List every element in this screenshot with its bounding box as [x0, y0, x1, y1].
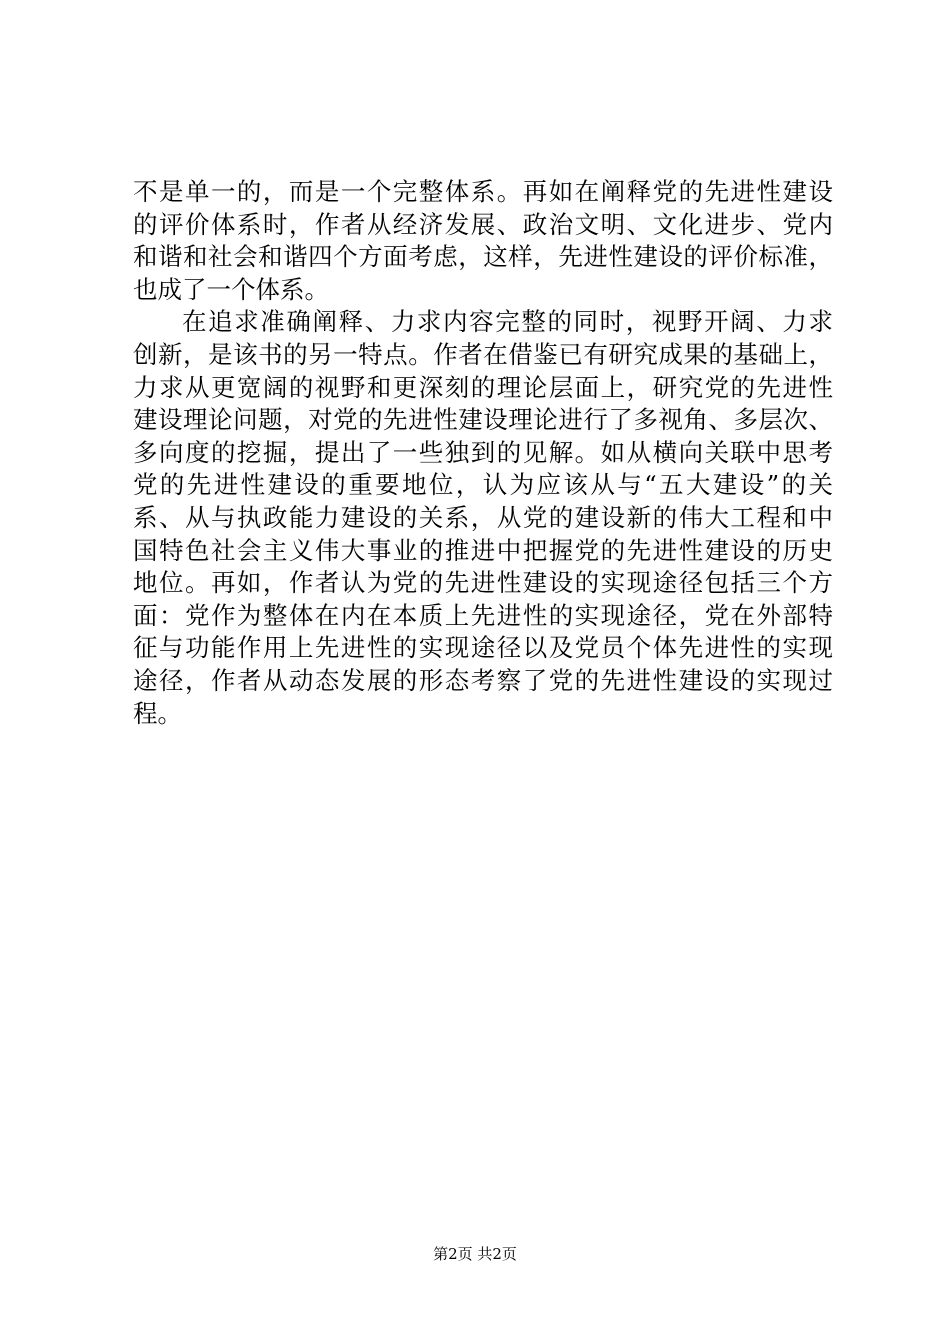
paragraph-2-line-10: 面：党作为整体在内在本质上先进性的实现途径，党在外部特	[133, 600, 833, 630]
document-body	[133, 176, 833, 730]
paragraph-2-line-8: 国特色社会主义伟大事业的推进中把握党的先进性建设的历史	[133, 535, 833, 565]
paragraph-1-line-4: 也成了一个体系。	[133, 274, 329, 304]
paragraph-2-line-12: 途径，作者从动态发展的形态考察了党的先进性建设的实现过	[133, 665, 833, 695]
paragraph-2-line-5: 多向度的挖掘，提出了一些独到的见解。如从横向关联中思考	[133, 437, 833, 467]
paragraph-2-line-1: 在追求准确阐释、力求内容完整的同时，视野开阔、力求	[182, 307, 833, 337]
paragraph-2-line-2: 创新，是该书的另一特点。作者在借鉴已有研究成果的基础上，	[133, 339, 833, 369]
paragraph-2-line-9: 地位。再如，作者认为党的先进性建设的实现途径包括三个方	[133, 568, 833, 598]
paragraph-2-line-6: 党的先进性建设的重要地位，认为应该从与“五大建设”的关	[133, 470, 833, 500]
page-number-footer: 第2页 共2页	[433, 1245, 517, 1263]
paragraph-2-line-11: 征与功能作用上先进性的实现途径以及党员个体先进性的实现	[133, 633, 833, 663]
paragraph-1-line-1: 不是单一的，而是一个完整体系。再如在阐释党的先进性建设	[133, 177, 833, 206]
paragraph-1-line-2: 的评价体系时，作者从经济发展、政治文明、文化进步、党内	[133, 209, 833, 239]
paragraph-1-line-3: 和谐和社会和谐四个方面考虑，这样，先进性建设的评价标准，	[133, 242, 833, 272]
paragraph-2-line-4: 建设理论问题，对党的先进性建设理论进行了多视角、多层次、	[133, 405, 833, 435]
paragraph-2-line-7: 系、从与执政能力建设的关系，从党的建设新的伟大工程和中	[133, 502, 833, 532]
paragraph-2-line-13: 程。	[133, 698, 182, 728]
paragraph-2-line-3: 力求从更宽阔的视野和更深刻的理论层面上，研究党的先进性	[133, 372, 833, 402]
